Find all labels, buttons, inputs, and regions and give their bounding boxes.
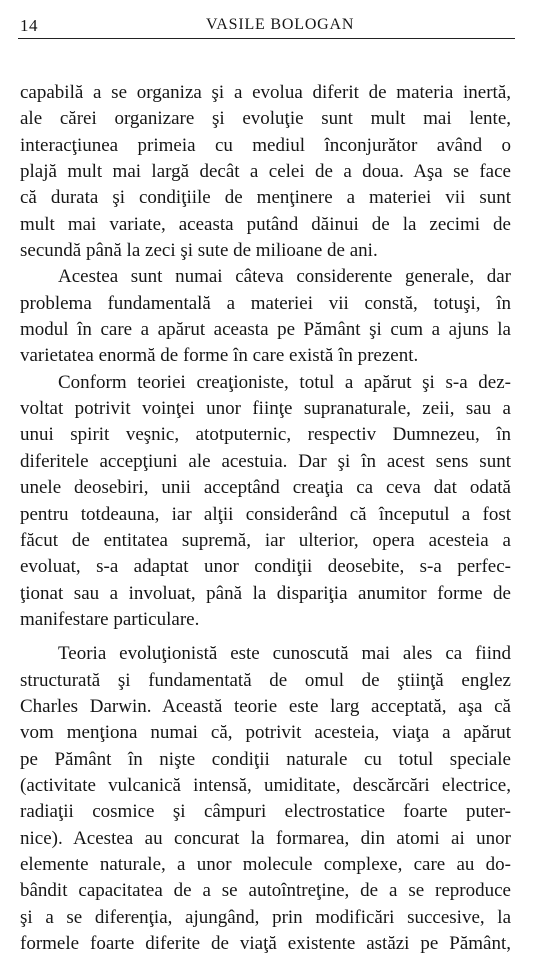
text-line: Charles Darwin. Această teorie este larg acceptată, aşa că: [20, 695, 511, 717]
text-line: unele deosebiri, unii acceptând creaţia ca ceva dat odată: [20, 477, 511, 499]
text-line: structurată şi fundamentată de omul de ştiinţă englez: [20, 669, 511, 691]
text-line: Conform teoriei creaţioniste, totul a apărut şi s-a dez-: [58, 371, 511, 393]
text-line: elemente naturale, a unor molecule complexe, care au do-: [20, 853, 511, 875]
text-line: capabilă a se organiza şi a evolua diferit de materia inertă,: [20, 82, 511, 103]
page-number: 14: [20, 16, 38, 35]
text-line: pentru totdeauna, iar alţii considerând că începutul a fost: [20, 503, 511, 525]
text-line: pe Pământ în nişte condiţii naturale cu totul speciale: [20, 748, 511, 770]
paragraph-2: [20, 264, 511, 369]
text-line: voltat potrivit voinţei unor fiinţe supranaturale, zeii, sau a: [20, 398, 511, 420]
text-line: unui spirit veşnic, atotputernic, respectiv Dumnezeu, în: [20, 424, 511, 446]
text-line: plajă mult mai largă decât a celei de a doua. Aşa se face: [20, 161, 511, 183]
text-line: ţionat sau a involuat, până la dispariţia anumitor forme de: [20, 582, 511, 604]
text-line: varietatea enormă de forme în care există în prezent.: [20, 345, 419, 367]
paragraph-3: [20, 370, 511, 633]
text-line: Teoria evoluţionistă este cunoscută mai ales ca fiind: [58, 643, 511, 665]
page-header: [18, 12, 515, 39]
text-line: manifestare particulare.: [20, 608, 200, 630]
text-line: radiaţii cosmice şi câmpuri electrostatice foarte puter-: [20, 801, 511, 823]
body-text: [20, 80, 511, 957]
running-head-author: VASILE BOLOGAN: [206, 16, 355, 33]
text-line: evoluat, s-a adaptat unor condiţii deosebite, s-a perfec-: [20, 556, 511, 578]
paragraph-4: [20, 641, 511, 957]
text-line: secundă până la zeci şi sute de milioane de ani.: [20, 240, 378, 262]
text-line: făcut de entitatea supremă, iar ulterior, opera acesteia a: [20, 529, 511, 551]
text-line: bândit capacitatea de a se autoîntreţine, de a se reproduce: [20, 880, 511, 902]
text-line: mult mai variate, aceasta putând dăinui de la zecimi de: [20, 213, 511, 235]
paragraph-1: [20, 80, 511, 264]
text-line: formele foarte diferite de viaţă existente astăzi pe Pământ,: [20, 933, 511, 954]
text-line: nice). Acestea au concurat la formarea, din atomi ai unor: [20, 827, 511, 849]
text-line: problema fundamentală a materiei vii constă, totuşi, în: [20, 292, 511, 314]
text-line: (activitate vulcanică intensă, umiditate, descărcări electrice,: [20, 774, 511, 796]
text-line: că durata şi condiţiile de menţinere a materiei vii sunt: [20, 187, 511, 209]
text-line: interacţiunea primeia cu mediul înconjurător având o: [20, 134, 511, 156]
text-line: ale cărei organizare şi evoluţie sunt mult mai lente,: [20, 108, 511, 130]
text-line: modul în care a apărut aceasta pe Pământ şi cum a ajuns la: [20, 319, 511, 341]
text-line: vom menţiona numai că, potrivit acesteia, viaţa a apărut: [20, 722, 511, 744]
text-line: şi a se diferenţia, ajungând, prin modificări succesive, la: [20, 906, 511, 928]
text-line: diferitele accepţiuni ale acestuia. Dar şi în acest sens sunt: [20, 450, 511, 472]
paragraph-spacer: [20, 633, 511, 641]
text-line: Acestea sunt numai câteva considerente generale, dar: [58, 266, 511, 288]
